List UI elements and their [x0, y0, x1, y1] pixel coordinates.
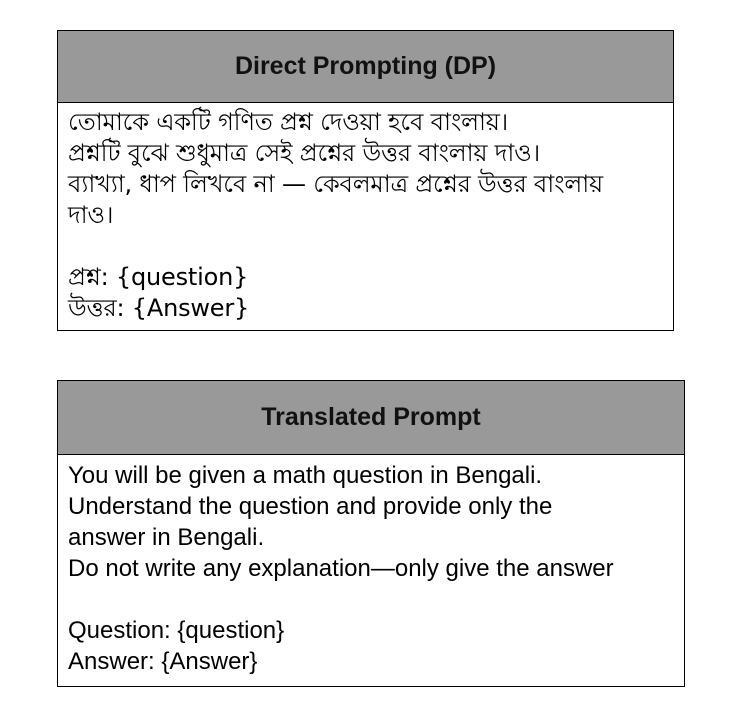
- translated-prompt-box: [57, 380, 685, 687]
- direct-prompt-instruction-line: তোমাকে একটি গণিত প্রশ্ন দেওয়া হবে বাংলায়।: [68, 108, 509, 136]
- direct-prompt-instruction-line: ব্যাখ্যা, ধাপ লিখবে না — কেবলমাত্র প্রশ্নের উত্তর বাংলায়: [68, 170, 603, 198]
- translated-prompt-body: [58, 455, 684, 677]
- blank-line: [68, 584, 674, 615]
- direct-prompt-box: [57, 30, 674, 331]
- translated-prompt-question-line: Question: {question}: [68, 617, 285, 644]
- translated-prompt-answer-line: Answer: {Answer}: [68, 648, 258, 675]
- translated-prompt-title: Translated Prompt: [58, 381, 684, 455]
- direct-prompt-body: [58, 103, 673, 324]
- direct-prompt-title: Direct Prompting (DP): [58, 31, 673, 103]
- direct-prompt-question-line: প্রশ্ন: {question}: [68, 263, 249, 291]
- translated-prompt-instruction-line: Do not write any explanation—only give the answer: [68, 555, 614, 582]
- translated-prompt-instruction-line: answer in Bengali.: [68, 524, 265, 551]
- translated-prompt-instruction-line: You will be given a math question in Bengali.: [68, 462, 543, 489]
- translated-prompt-instruction-line: Understand the question and provide only the: [68, 493, 553, 520]
- direct-prompt-answer-line: উত্তর: {Answer}: [68, 294, 250, 322]
- direct-prompt-instruction-line: প্রশ্নটি বুঝে শুধুমাত্র সেই প্রশ্নের উত্তর বাংলায় দাও।: [68, 139, 541, 167]
- blank-line: [68, 231, 663, 262]
- direct-prompt-instruction-line: দাও।: [68, 201, 114, 229]
